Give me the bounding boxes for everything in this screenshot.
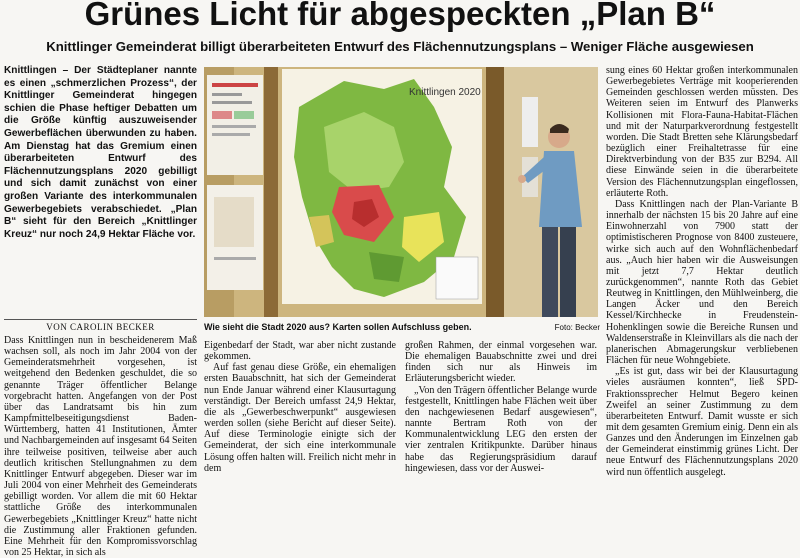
article-column-1 [4,335,197,558]
photo-illustration [204,67,598,317]
paragraph: großen Rahmen, der einmal vorgesehen war. Die ehemaligen Bauabschnitte zwei und drei finden sich nur als Hinweis im Erläuterungsbericht wieder. [405,340,597,385]
photo-caption: Wie sieht die Stadt 2020 aus? Karten sollen Aufschluss geben. [204,322,472,332]
byline: VON CAROLIN BECKER [4,319,197,332]
article-column-3 [405,340,597,485]
paragraph: „Von den Trägern öffentlicher Belange wurde festgestellt, Knittlingen habe Flächen weit über den nachgewiesenen Bedarf ausgewiesen“, nannte Bertram Roth von der Kommunalentwicklung LEG den ersten der vier zentralen Kritikpunkte. Darüber hinaus habe das Regierungspräsidium darauf hingewiesen, dass vor der Auswei- [405,384,597,474]
lead-paragraph: Knittlingen – Der Städteplaner nannte es einen „schmerzlichen Prozess“, der Knittlinger Gemeinderat hingegen schien die Phase heftiger Debatten um die Größe künftig auszuweisender Gewerbeflächen überwunden zu haben. Am Dienstag hat das Gremium einen überarbeiteten Entwurf des Flächennutzungsplans 2020 gebilligt und sich damit zunächst von einer großen Variante des interkommunalen Gewerbegebiets verabschiedet. „Plan B“ sieht für den Bereich „Knittlinger Kreuz“ nur noch 24,9 Hektar Fläche vor. [4,65,197,240]
subheadline: Knittlinger Gemeinderat billigt überarbeiteten Entwurf des Flächennutzungsplans – Weniger Fläche ausgewiesen [46,39,754,54]
paragraph: sung eines 60 Hektar großen interkommunalen Gewerbegebietes Verträge mit kooperierenden Gemeinden geschlossen werden müssten. Des Weiteren seien im Entwurf des Planwerks Kollisionen mit Flora-Fauna-Habitat-Flächen und mit der Naturparkverordnung festgestellt worden. Die Stadt Bretten sehe Klärungsbedarf bezüglich einer Freihaltetrasse für eine Direktverbindung von der B35 zur B294. All diese Einwände seien in die überarbeitete Version des Flächennutzungsplan eingeflossen, erläuterte Roth. [606,65,798,199]
paragraph: Dass Knittlingen nun in bescheidenerem Maß wachsen soll, als noch im Jahr 2004 von der Gemeinderatsmehrheit vorgesehen, ist weitgehend den Bedenken geschuldet, die so genannte Träger öffentlicher Belange vorgebracht hatten. Angefangen von der Post über das Landratsamt bis hin zum Kampfmittelbeseitigungsdienst Baden-Württemberg, hatten 41 Institutionen, Ämter und Nachbargemeinden auf insgesamt 64 Seiten ihre teilweise positiven, teilweise aber auch deutlich kritischen Stellungnahmen zu dem Knittlinger Entwurf abgegeben. Dieser war im Juli 2004 von einer Mehrheit des Gemeinderats gebilligt worden. Vor allem die mit 60 Hektar stattliche Größe des interkommunalen Gewerbegebiets „Knittlinger Kreuz“ hatte nicht die Zustimmung aller Fraktionen gefunden. Eine Mehrheit für den Kompromissvorschlag von 25 Hektar, in sich als [4,335,197,558]
paragraph: Dass Knittlingen nach der Plan-Variante B innerhalb der nächsten 15 bis 20 Jahre auf eine Einwohnerzahl von 7900 statt der optimistischeren Prognose von 8400 zusteuere, wirke sich auch auf den Wohnflächenbedarf aus. „Auch hier haben wir die Ausweisungen mit jetzt 7,7 Hektar deutlich zurückgenommen“, nannte Roth das Gebiet Reutweg in Knittlingen, den Mühlweinberg, die Langen Äcker und den Bereich Kessel/Kirchhecke in Freudenstein-Hohenklingen sowie die Bereiche Runsen und Waldenserstraße in Kleinvillars als die nach der planerischen Abmagerungskur verbliebenen Flächen für neue Wohngebiete. [606,198,798,367]
headline: Grünes Licht für abgespeckten „Plan B“ [84,0,716,32]
photo-credit: Foto: Becker [554,323,600,332]
article-column-2 [204,340,396,485]
paragraph: Auf fast genau diese Größe, ein ehemaligen ersten Bauabschnitt, hat sich der Gemeinderat nun Ende Januar während einer Klausurtagung verständigt. Der Bereich umfasst 24,9 Hektar, die als „Gewerbeschwerpunkt“ ausgewiesen werden sollen (siehe Bericht auf dieser Seite). Auf diese Terminologie einigte sich der Gemeinderat, der sich eine interkommunale Lösung offen halten will. Freilich nicht mehr in dem [204,362,396,474]
paragraph: „Es ist gut, dass wir bei der Klausurtagung vieles ausräumen konnten“, ließ SPD-Fraktionssprecher Helmut Begero keinen Zweifel an seiner Zustimmung zu dem überarbeiteten Entwurf. Damit wusste er sich mit dem gesamten Gremium einig. Denn ein als Ganzes und den Änderungen im Einzelnen gab der Gemeinderat einstimmig grünes Licht. Der neue Entwurf des Flächennutzungsplans 2020 wird nun öffentlich ausgelegt. [606,366,798,478]
article-photo [204,67,598,317]
article-column-4 [606,65,798,485]
map-title: Knittlingen 2020 [409,87,481,98]
paragraph: Eigenbedarf der Stadt, war aber nicht zustande gekommen. [204,340,396,363]
